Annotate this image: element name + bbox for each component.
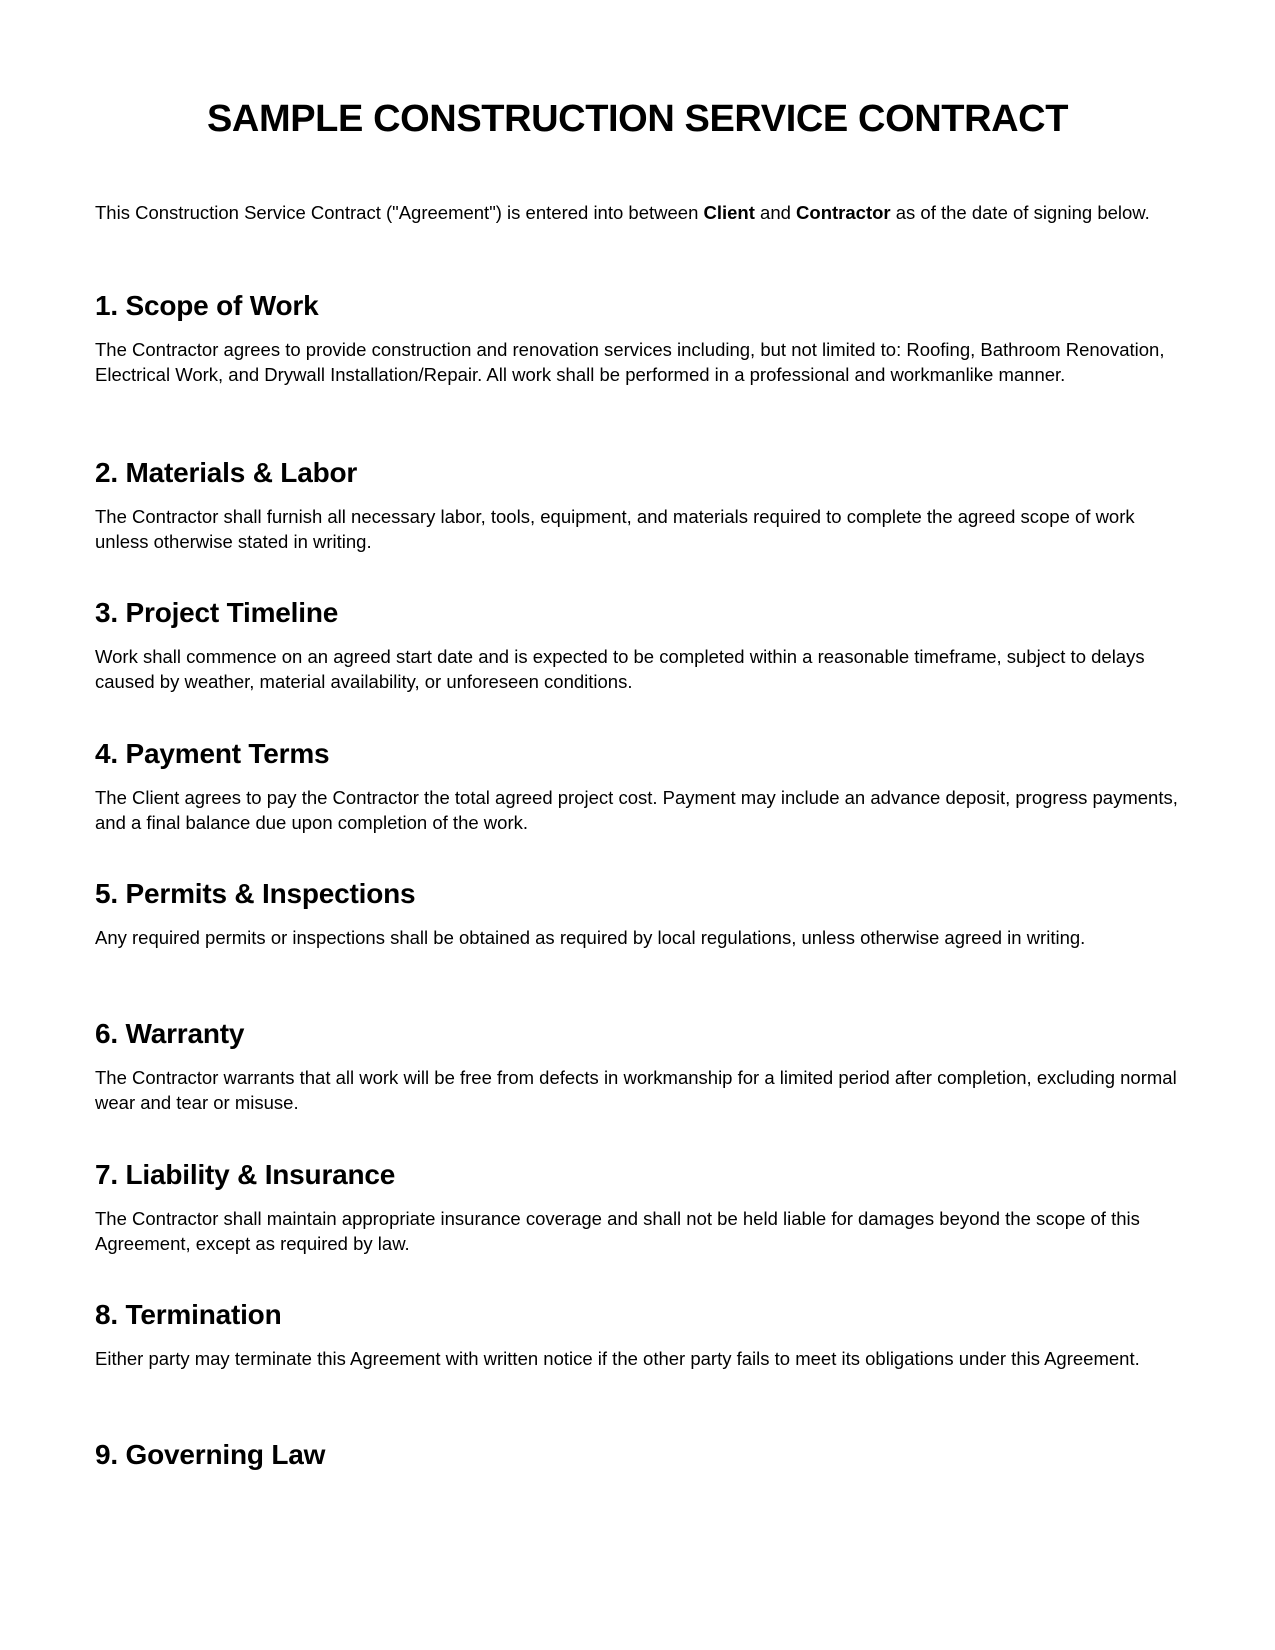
section-heading: 2. Materials & Labor bbox=[95, 457, 358, 488]
section-body: The Contractor agrees to provide construction and renovation services including, but not limited to: Roofing, Bathroom Renovation, Electrical Work, and Drywall Installation/Repair. All work shall be performed in a professional and workmanlike manner. bbox=[95, 339, 1165, 385]
section-body: Either party may terminate this Agreement with written notice if the other party fails to meet its obligations under this Agreement. bbox=[95, 1348, 1140, 1369]
section-scope-of-work bbox=[95, 289, 1185, 387]
section-warranty bbox=[95, 1017, 1185, 1115]
section-liability-insurance bbox=[95, 1158, 1185, 1256]
section-materials-labor bbox=[95, 456, 1185, 554]
section-body: Work shall commence on an agreed start date and is expected to be completed within a reasonable timeframe, subject to delays caused by weather, material availability, or unforeseen conditions. bbox=[95, 646, 1145, 692]
section-heading: 9. Governing Law bbox=[95, 1439, 326, 1470]
intro-text-2: and bbox=[754, 202, 797, 223]
section-heading: 5. Permits & Inspections bbox=[95, 878, 416, 909]
section-governing-law bbox=[95, 1438, 1185, 1472]
intro-text-3: as of the date of signing below. bbox=[890, 202, 1150, 223]
section-heading: 1. Scope of Work bbox=[95, 290, 319, 321]
section-payment-terms bbox=[95, 737, 1185, 835]
section-body: The Client agrees to pay the Contractor the total agreed project cost. Payment may include an advance deposit, progress payments, and a final balance due upon completion of the work. bbox=[95, 787, 1178, 833]
section-body: The Contractor shall furnish all necessary labor, tools, equipment, and materials required to complete the agreed scope of work unless otherwise stated in writing. bbox=[95, 506, 1135, 552]
intro-paragraph bbox=[95, 200, 1185, 225]
section-heading: 3. Project Timeline bbox=[95, 597, 339, 628]
section-heading: 4. Payment Terms bbox=[95, 738, 330, 769]
section-permits-inspections bbox=[95, 877, 1185, 950]
section-termination bbox=[95, 1298, 1185, 1371]
section-heading: 6. Warranty bbox=[95, 1018, 245, 1049]
section-project-timeline bbox=[95, 596, 1185, 694]
section-body: Any required permits or inspections shall be obtained as required by local regulations, unless otherwise agreed in writing. bbox=[95, 927, 1086, 948]
section-heading: 8. Termination bbox=[95, 1299, 282, 1330]
intro-contractor: Contractor bbox=[796, 202, 891, 223]
document-title: SAMPLE CONSTRUCTION SERVICE CONTRACT bbox=[206, 98, 1069, 140]
section-body: The Contractor shall maintain appropriate insurance coverage and shall not be held liable for damages beyond the scope of this Agreement, except as required by law. bbox=[95, 1208, 1140, 1254]
section-body: The Contractor warrants that all work will be free from defects in workmanship for a limited period after completion, excluding normal wear and tear or misuse. bbox=[95, 1067, 1177, 1113]
section-heading: 7. Liability & Insurance bbox=[95, 1159, 396, 1190]
intro-client: Client bbox=[703, 202, 755, 223]
intro-text-1: This Construction Service Contract ("Agreement") is entered into between bbox=[95, 202, 704, 223]
